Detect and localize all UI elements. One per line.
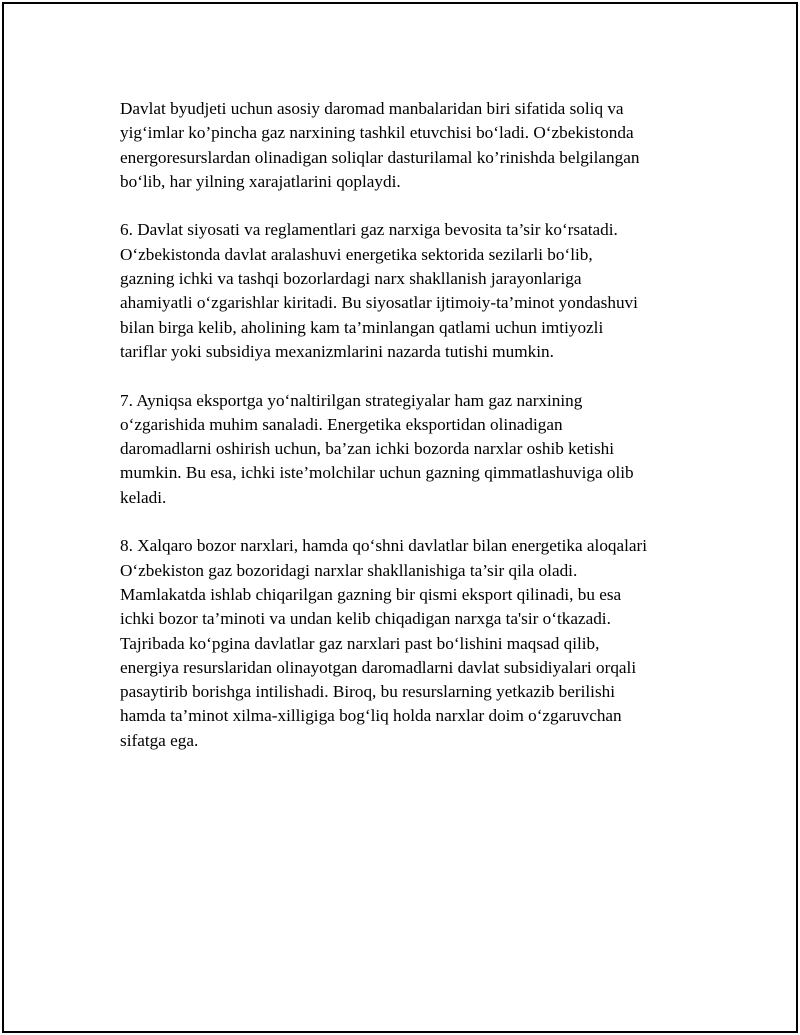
page-frame (2, 2, 798, 1033)
paragraph-7-export-strategy: 7. Ayniqsa eksportga yo‘naltirilgan strategiyalar ham gaz narxining o‘zgarishida muhim sanaladi. Energetika eksportidan olinadigan daromadlarni oshirish uchun, ba’zan ichki bozorda narxlar oshib ketishi mumkin. Bu esa, ichki iste’molchilar uchun gazning qimmatlashuviga olib keladi. (120, 390, 634, 507)
document-body (120, 97, 695, 777)
paragraph-6-state-policy: 6. Davlat siyosati va reglamentlari gaz narxiga bevosita ta’sir ko‘rsatadi. O‘zbekistonda davlat aralashuvi energetika sektorida sezilarli bo‘lib, gazning ichki va tashqi bozorlardagi narx shakllanish jarayonlariga ahamiyatli o‘zgarishlar kiritadi. Bu siyosatlar ijtimoiy-ta’minot yondashuvi bilan birga kelib, aholining kam ta’minlangan qatlami uchun imtiyozli tariflar yoki subsidiya mexanizmlarini nazarda tutishi mumkin. (120, 220, 638, 361)
paragraph-tax-revenue: Davlat byudjeti uchun asosiy daromad manbalaridan biri sifatida soliq va yig‘imlar ko’pincha gaz narxining tashkil etuvchisi bo‘ladi. O‘zbekistonda energoresurslardan olinadigan soliqlar dasturilamal ko’rinishda belgilangan bo‘lib, har yilning xarajatlarini qoplaydi. (120, 99, 640, 191)
paragraph-8-international-prices: 8. Xalqaro bozor narxlari, hamda qo‘shni davlatlar bilan energetika aloqalari O‘zbekiston gaz bozoridagi narxlar shakllanishiga ta’sir qila oladi. Mamlakatda ishlab chiqarilgan gazning bir qismi eksport qilinadi, bu esa ichki bozor ta’minoti va undan kelib chiqadigan narxga ta'sir o‘tkazadi. Tajribada ko‘pgina davlatlar gaz narxlari past bo‘lishini maqsad qilib, energiya resurslaridan olinayotgan daromadlarni davlat subsidiyalari orqali pasaytirib borishga intilishadi. Biroq, bu resurslarning yetkazib berilishi hamda ta’minot xilma-xilligiga bog‘liq holda narxlar doim o‘zgaruvchan sifatga ega. (120, 536, 648, 750)
